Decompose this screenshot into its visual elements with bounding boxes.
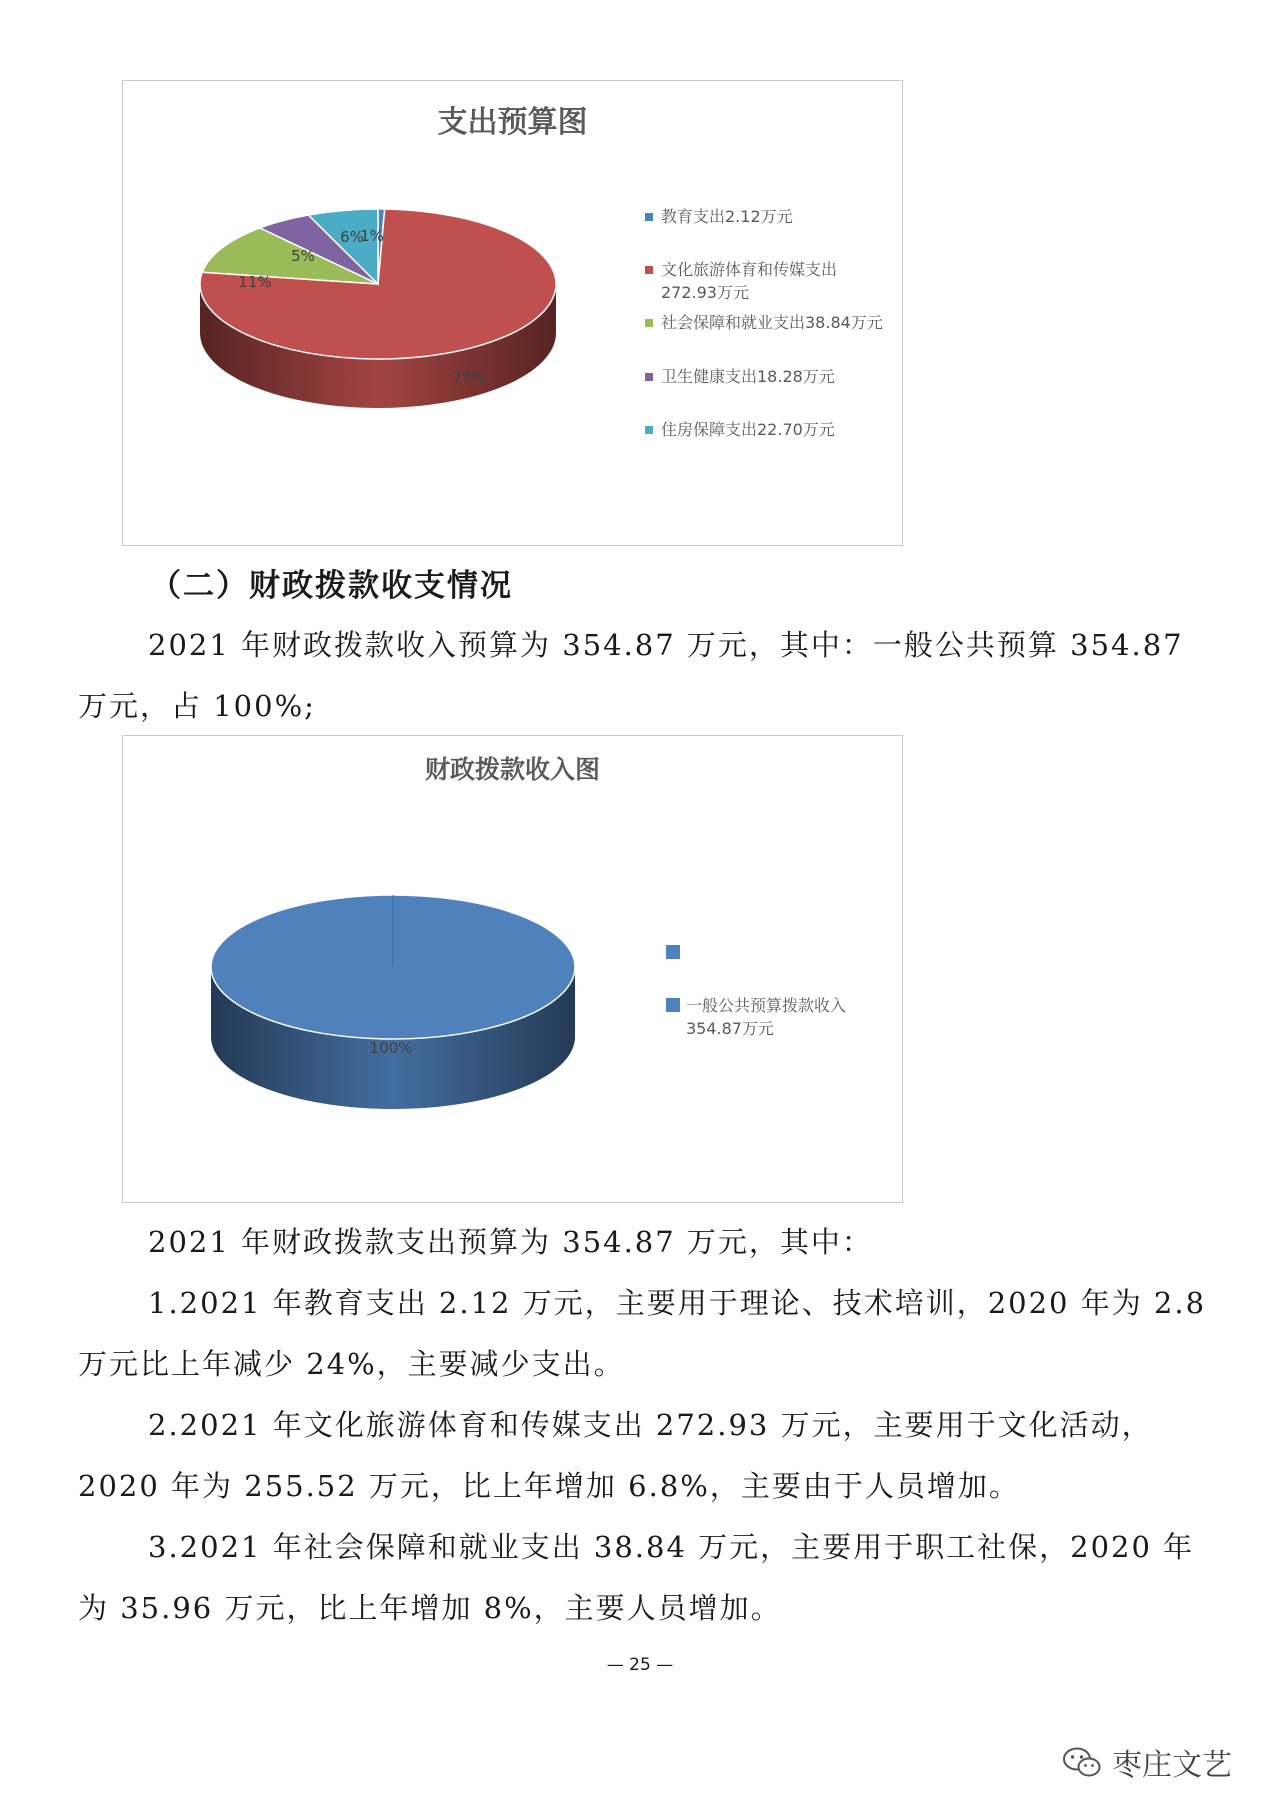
pie-percent-label: 1% [360,227,384,245]
legend-swatch [645,266,653,274]
wechat-icon [1062,1746,1102,1778]
legend-swatch [645,319,653,327]
paragraph-text: 2021 年财政拨款支出预算为 354.87 万元，其中： [148,1225,873,1259]
paragraph-income [78,615,1208,737]
legend-item-housing [645,418,885,441]
paragraph-social-security [78,1517,1208,1639]
pie-percent-label: 6% [340,228,364,246]
legend-label: 社会保障和就业支出38.84万元 [661,313,883,332]
expenditure-chart [122,80,903,546]
legend-swatch [666,998,680,1012]
paragraph-text: 2.2021 年文化旅游体育和传媒支出 272.93 万元，主要用于文化活动，2020 年为 255.52 万元，比上年增加 6.8%，主要由于人员增加。 [78,1408,1153,1503]
legend-item-culture [645,258,885,304]
pie-percent-label: 100% [369,1039,413,1057]
legend-swatch [645,426,653,434]
paragraph-text: 3.2021 年社会保障和就业支出 38.84 万元，主要用于职工社保，2020 年为 35.96 万元，比上年增加 8%，主要人员增加。 [78,1530,1195,1625]
legend-label: 文化旅游体育和传媒支出272.93万元 [661,260,838,302]
income-chart [122,735,903,1203]
paragraph-culture [78,1395,1208,1517]
legend-label: 一般公共预算拨款收入354.87万元 [686,996,847,1038]
income-chart-title: 财政拨款收入图 [424,755,600,784]
pie-percent-label: 5% [291,247,315,265]
watermark [1062,1740,1232,1784]
pie-percent-label: 11% [238,273,272,291]
legend-swatch [645,373,653,381]
legend-label: 住房保障支出22.70万元 [661,420,835,439]
expenditure-chart-title: 支出预算图 [437,105,588,140]
legend-label: 卫生健康支出18.28万元 [661,367,835,386]
watermark-text: 枣庄文艺 [1112,1748,1232,1783]
section-heading: （二）财政拨款收支情况 [150,568,513,604]
legend-item-education [645,205,885,228]
page-number: — 25 — [606,1655,674,1675]
legend-swatch [666,945,680,959]
paragraph-education [78,1273,1208,1395]
legend-item-health [645,365,885,388]
paragraph-text: 1.2021 年教育支出 2.12 万元，主要用于理论、技术培训，2020 年为 2.8 万元比上年减少 24%，主要减少支出。 [78,1286,1207,1381]
paragraph-expenditure-total [78,1212,1208,1273]
legend-item-general-budget [666,994,886,1040]
paragraph-text: 2021 年财政拨款收入预算为 354.87 万元，其中：一般公共预算 354.87 万元，占 100%; [78,628,1184,723]
legend-item-social-security [645,311,885,334]
income-pie [123,736,902,1202]
legend-item-empty [666,941,906,959]
legend-swatch [645,213,653,221]
legend-label: 教育支出2.12万元 [661,207,793,226]
pie-percent-label: 77% [452,369,486,387]
